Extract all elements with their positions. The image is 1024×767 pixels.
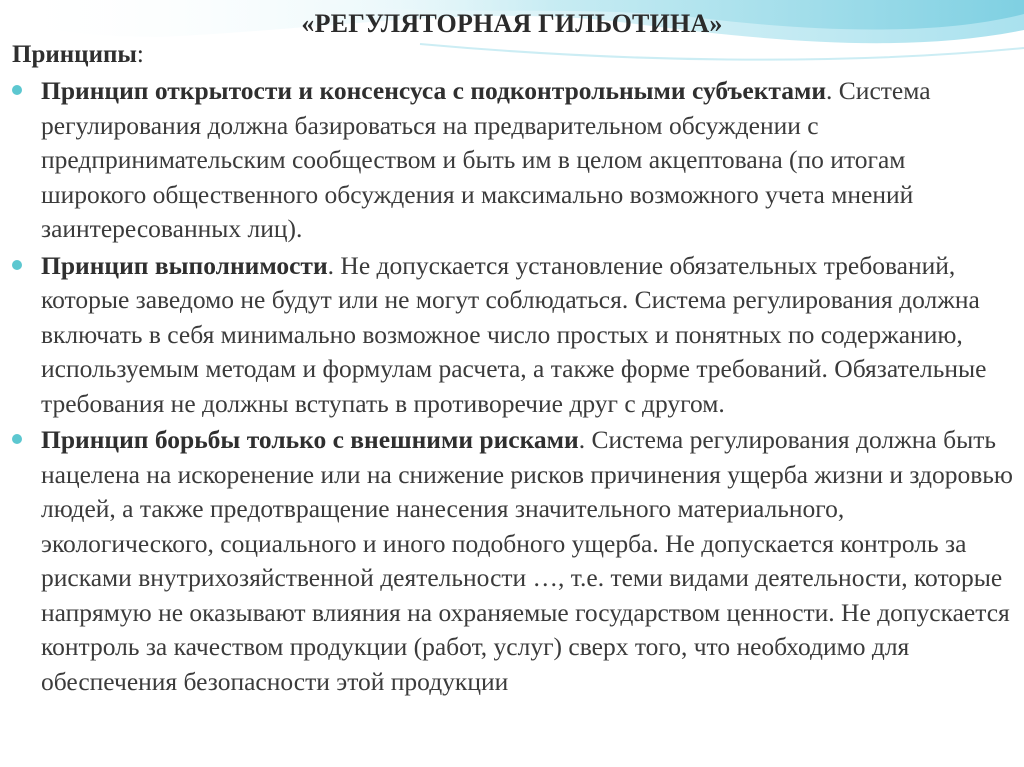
dot-bullet-icon [12, 260, 22, 270]
principle-title: Принцип выполнимости [41, 250, 328, 280]
principle-title: Принцип открытости и консенсуса с подконтрольными субъектами [41, 76, 827, 105]
slide-content [12, 40, 1016, 701]
section-heading-text: Принципы [12, 41, 137, 68]
principle-description: . Система регулирования должна базироваться на предварительном обсуждении с предпринимательским сообществом и быть им в целом акцептована (по итогам широкого общественного обсуждения и максимально возможного учета мнений заинтересованных лиц). [41, 76, 931, 243]
section-heading [12, 40, 1016, 70]
list-item [12, 249, 1016, 422]
dot-bullet-icon [12, 85, 22, 95]
list-item [12, 74, 1016, 247]
principle-title: Принцип борьбы только с внешними рисками [41, 425, 579, 454]
dot-bullet-icon [12, 434, 22, 444]
principle-description: . Не допускается установление обязательных требований, которые заведомо не будут или не могут соблюдаться. Система регулирования должна включать в себя минимально возможное число простых и понятных по содержанию, используемым методам и формулам расчета, а также форме требований. Обязательные требования не должны вступать в противоречие друг с другом. [41, 250, 987, 418]
section-heading-colon: : [136, 41, 144, 68]
principles-list [12, 74, 1016, 699]
principle-description: . Система регулирования должна быть нацелена на искоренение или на снижение рисков причинения ущерба жизни и здоровью людей, а также предотвращение нанесения значительного материального, экологического, социального и иного подобного ущерба. Не допускается контроль за рисками внутрихозяйственной деятельности …, т.е. теми видами деятельности, которые напрямую не оказывают влияния на охраняемые государством ценности. Не допускается контроль за качеством продукции (работ, услуг) сверх того, что необходимо для обеспечения безопасности этой продукции [41, 425, 1013, 696]
list-item [12, 423, 1016, 699]
slide-title: «РЕГУЛЯТОРНАЯ ГИЛЬОТИНА» [301, 9, 723, 38]
